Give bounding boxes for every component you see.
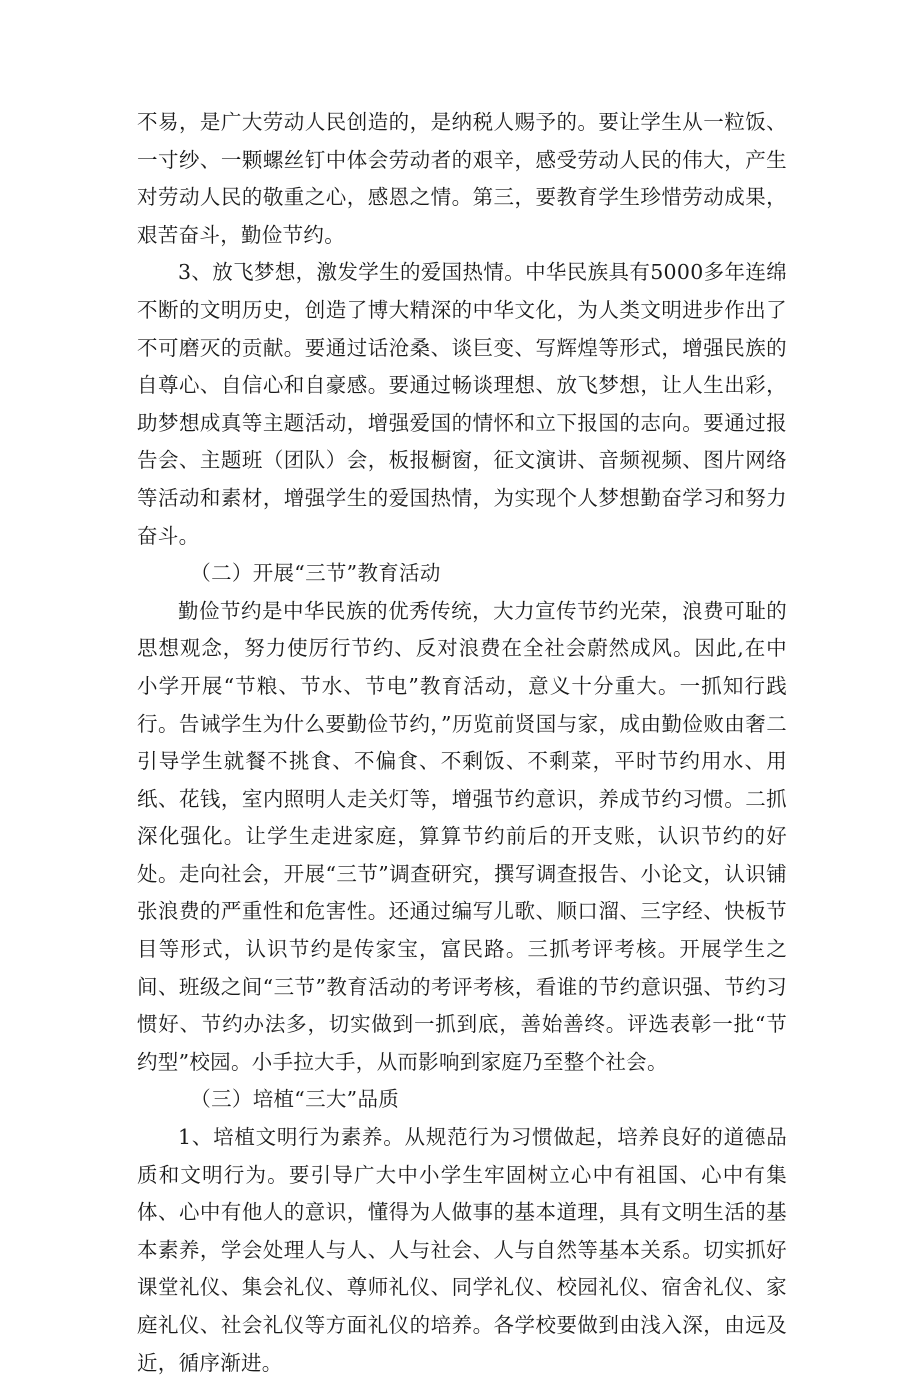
paragraph-civilized-behavior: 1、培植文明行为素养。从规范行为习惯做起，培养良好的道德品质和文明行为。要引导广大中小学生牢固树立心中有祖国、心中有集体、心中有他人的意识，懂得为人做事的基本道理，具有文明生活的基本素养，学会处理人与人、人与社会、人与自然等基本关系。切实抓好课堂礼仪、集会礼仪、尊师礼仪、同学礼仪、校园礼仪、宿舍礼仪、家庭礼仪、社会礼仪等方面礼仪的培养。各学校要做到由浅入深，由远及近，循序渐进。	[137, 1125, 787, 1375]
paragraph-continuation: 不易，是广大劳动人民创造的，是纳税人赐予的。要让学生从一粒饭、一寸纱、一颗螺丝钉中体会劳动者的艰辛，感受劳动人民的伟大，产生对劳动人民的敬重之心，感恩之情。第三，要教育学生珍惜劳动成果，艰苦奋斗，勤俭节约。	[137, 110, 787, 247]
section-heading-three-savings: （二）开展“三节”教育活动	[190, 561, 441, 586]
document-body	[137, 104, 787, 1382]
section-heading-three-qualities: （三）培植“三大”品质	[190, 1087, 400, 1112]
paragraph-patriotism: 3、放飞梦想，激发学生的爱国热情。中华民族具有5000多年连绵不断的文明历史，创造了博大精深的中华文化，为人类文明进步作出了不可磨灭的贡献。要通过话沧桑、谈巨变、写辉煌等形式，增强民族的自尊心、自信心和自豪感。要通过畅谈理想、放飞梦想，让人生出彩，助梦想成真等主题活动，增强爱国的情怀和立下报国的志向。要通过报告会、主题班（团队）会，板报橱窗，征文演讲、音频视频、图片网络等活动和素材，增强学生的爱国热情，为实现个人梦想勤奋学习和努力奋斗。	[137, 260, 787, 548]
paragraph-thrift: 勤俭节约是中华民族的优秀传统，大力宣传节约光荣，浪费可耻的思想观念，努力使厉行节约、反对浪费在全社会蔚然成风。因此,在中小学开展“节粮、节水、节电”教育活动，意义十分重大。一抓知行践行。告诫学生为什么要勤俭节约，”历览前贤国与家，成由勤俭败由奢二引导学生就餐不挑食、不偏食、不剩饭、不剩菜，平时节约用水、用纸、花钱，室内照明人走关灯等，增强节约意识，养成节约习惯。二抓深化强化。让学生走进家庭，算算节约前后的开支账，认识节约的好处。走向社会，开展“三节”调查研究，撰写调查报告、小论文，认识铺张浪费的严重性和危害性。还通过编写儿歌、顺口溜、三字经、快板节目等形式，认识节约是传家宝，富民路。三抓考评考核。开展学生之间、班级之间“三节”教育活动的考评考核，看谁的节约意识强、节约习惯好、节约办法多，切实做到一抓到底，善始善终。评选表彰一批“节约型”校园。小手拉大手，从而影响到家庭乃至整个社会。	[137, 598, 787, 1074]
